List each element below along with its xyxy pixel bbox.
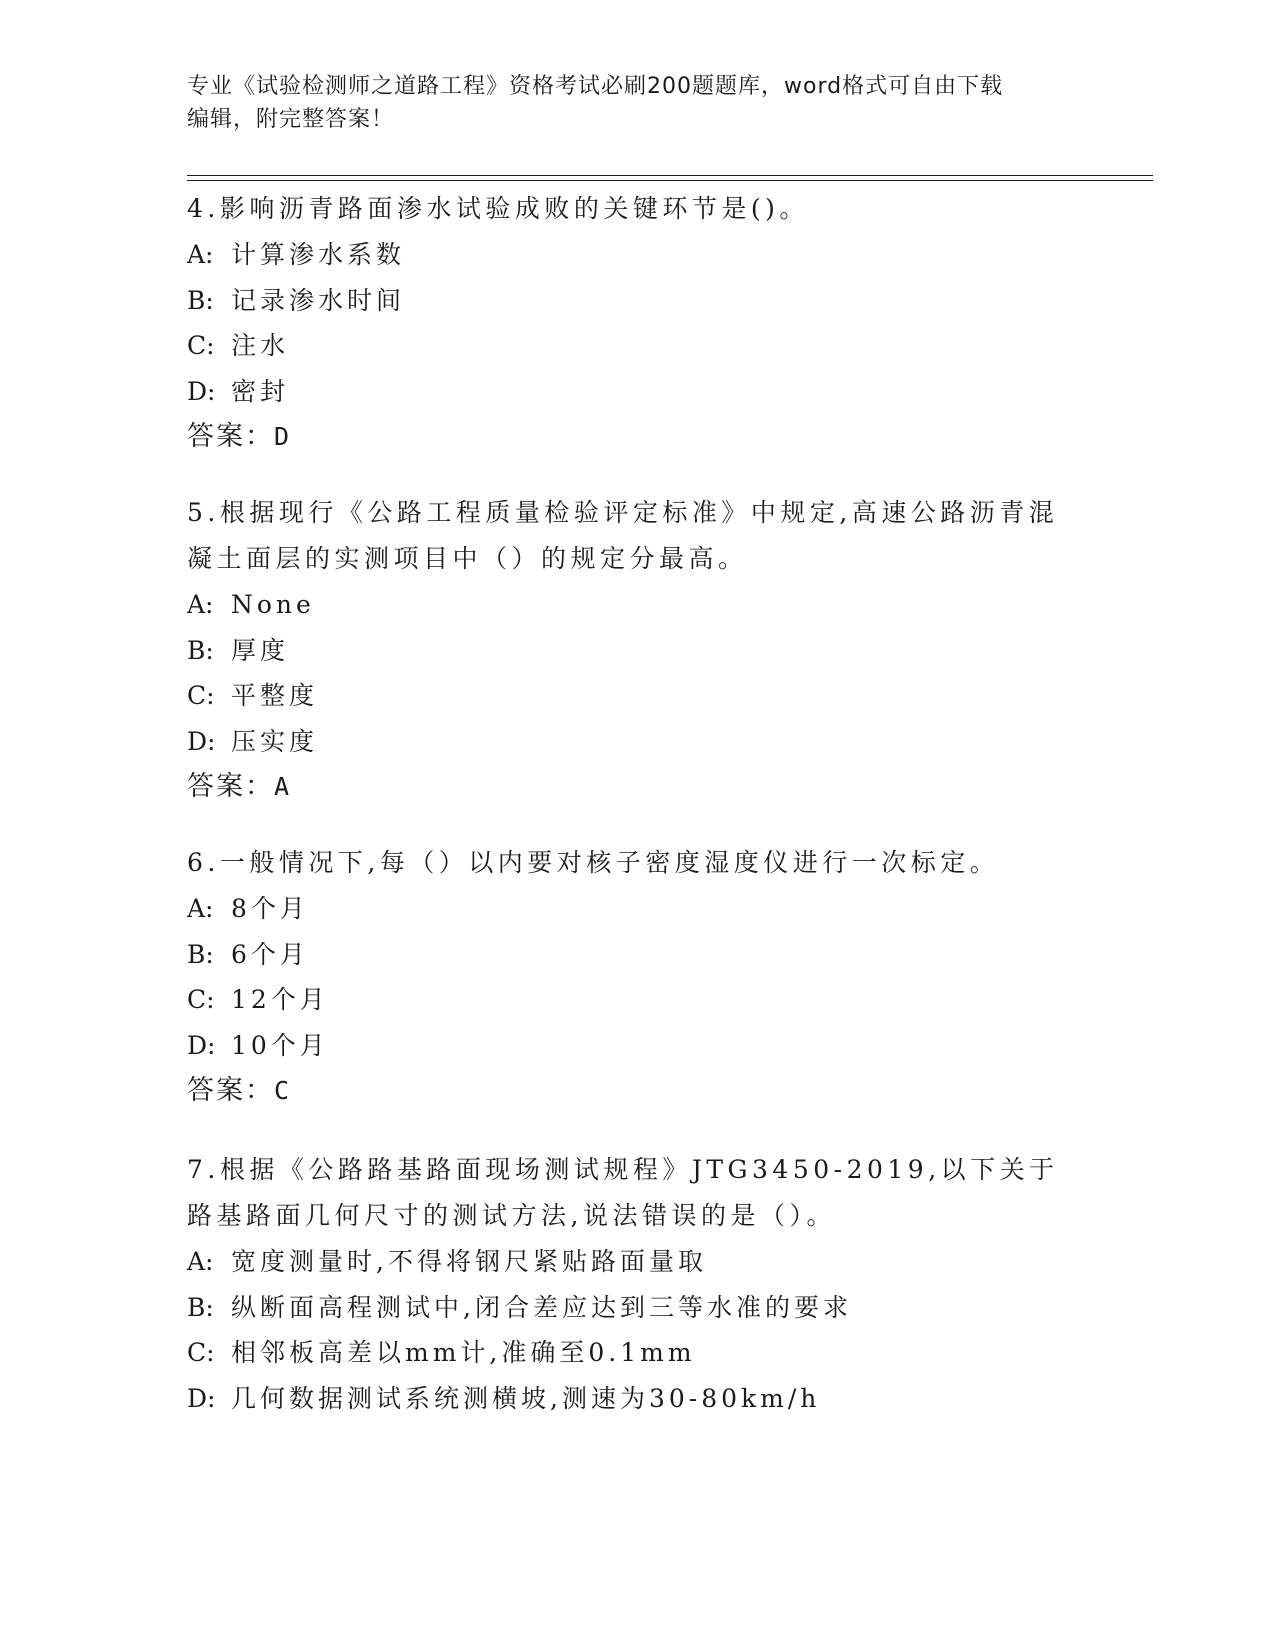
answer-value: A xyxy=(274,772,292,801)
option-a xyxy=(187,886,1087,932)
option-text: 计算渗水系数 xyxy=(231,240,406,269)
option-letter: D: xyxy=(187,1030,216,1060)
option-text: 压实度 xyxy=(231,726,319,756)
option-letter: B: xyxy=(187,635,214,665)
option-text: 密封 xyxy=(231,376,290,406)
answer-value: C xyxy=(274,1076,292,1105)
option-text: 厚度 xyxy=(231,635,290,665)
question-stem: 4.影响沥青路面渗水试验成败的关键环节是()。 xyxy=(187,194,809,223)
answer-label: 答案： xyxy=(187,421,274,452)
option-letter: C: xyxy=(187,1338,215,1367)
option-b xyxy=(187,278,1087,324)
option-letter: A: xyxy=(187,240,214,269)
option-text: 注水 xyxy=(231,331,290,360)
question-stem: 7.根据《公路路基路面现场测试规程》JTG3450-2019,以下关于路基路面几何尺寸的测试方法,说法错误的是（）。 xyxy=(187,1155,1059,1230)
option-c xyxy=(187,323,1087,369)
option-letter: A: xyxy=(187,590,214,619)
option-text: 宽度测量时,不得将钢尺紧贴路面量取 xyxy=(231,1247,707,1276)
option-letter: C: xyxy=(187,681,215,710)
answer-line xyxy=(187,414,1087,460)
answer-label: 答案： xyxy=(187,771,274,802)
option-text: 几何数据测试系统测横坡,测速为30-80km/h xyxy=(231,1383,821,1413)
header-divider-bottom xyxy=(187,180,1153,181)
option-b xyxy=(187,628,1087,674)
option-a xyxy=(187,232,1087,278)
option-letter: D: xyxy=(187,726,216,756)
option-letter: C: xyxy=(187,331,215,360)
option-letter: B: xyxy=(187,1292,214,1322)
option-letter: A: xyxy=(187,894,214,923)
option-text: 纵断面高程测试中,闭合差应达到三等水准的要求 xyxy=(231,1292,852,1322)
option-b xyxy=(187,932,1087,978)
option-text: 8个月 xyxy=(231,894,309,923)
option-d xyxy=(187,369,1087,415)
option-text: None xyxy=(231,590,315,619)
option-letter: D: xyxy=(187,1383,216,1413)
option-d xyxy=(187,719,1087,765)
question-7 xyxy=(187,1147,1087,1421)
option-text: 相邻板高差以mm计,准确至0.1mm xyxy=(231,1338,696,1367)
option-c xyxy=(187,673,1087,719)
header-divider-top xyxy=(187,175,1153,176)
option-c xyxy=(187,977,1087,1023)
option-letter: A: xyxy=(187,1247,214,1276)
option-d xyxy=(187,1023,1087,1069)
answer-line xyxy=(187,1068,1087,1114)
option-letter: D: xyxy=(187,376,216,406)
document-header xyxy=(187,70,1087,136)
option-text: 10个月 xyxy=(231,1030,329,1060)
option-a xyxy=(187,1239,1087,1285)
header-line-2: 编辑，附完整答案！ xyxy=(187,107,395,132)
option-text: 6个月 xyxy=(231,939,309,969)
option-letter: B: xyxy=(187,939,214,969)
question-stem: 5.根据现行《公路工程质量检验评定标准》中规定,高速公路沥青混凝土面层的实测项目中（）的规定分最高。 xyxy=(187,498,1059,573)
question-5 xyxy=(187,490,1087,810)
answer-value: D xyxy=(274,422,292,451)
option-text: 12个月 xyxy=(231,985,329,1014)
option-letter: C: xyxy=(187,985,215,1014)
option-a xyxy=(187,582,1087,628)
answer-label: 答案： xyxy=(187,1075,274,1106)
question-6 xyxy=(187,840,1087,1114)
option-letter: B: xyxy=(187,285,214,315)
option-c xyxy=(187,1330,1087,1376)
option-text: 记录渗水时间 xyxy=(231,285,406,315)
header-line-1: 专业《试验检测师之道路工程》资格考试必刷200题题库，word格式可自由下载 xyxy=(187,74,1004,99)
option-d xyxy=(187,1376,1087,1422)
question-stem: 6.一般情况下,每（）以内要对核子密度湿度仪进行一次标定。 xyxy=(187,848,1000,877)
question-4 xyxy=(187,186,1087,460)
option-text: 平整度 xyxy=(231,681,319,710)
option-b xyxy=(187,1285,1087,1331)
answer-line xyxy=(187,764,1087,810)
